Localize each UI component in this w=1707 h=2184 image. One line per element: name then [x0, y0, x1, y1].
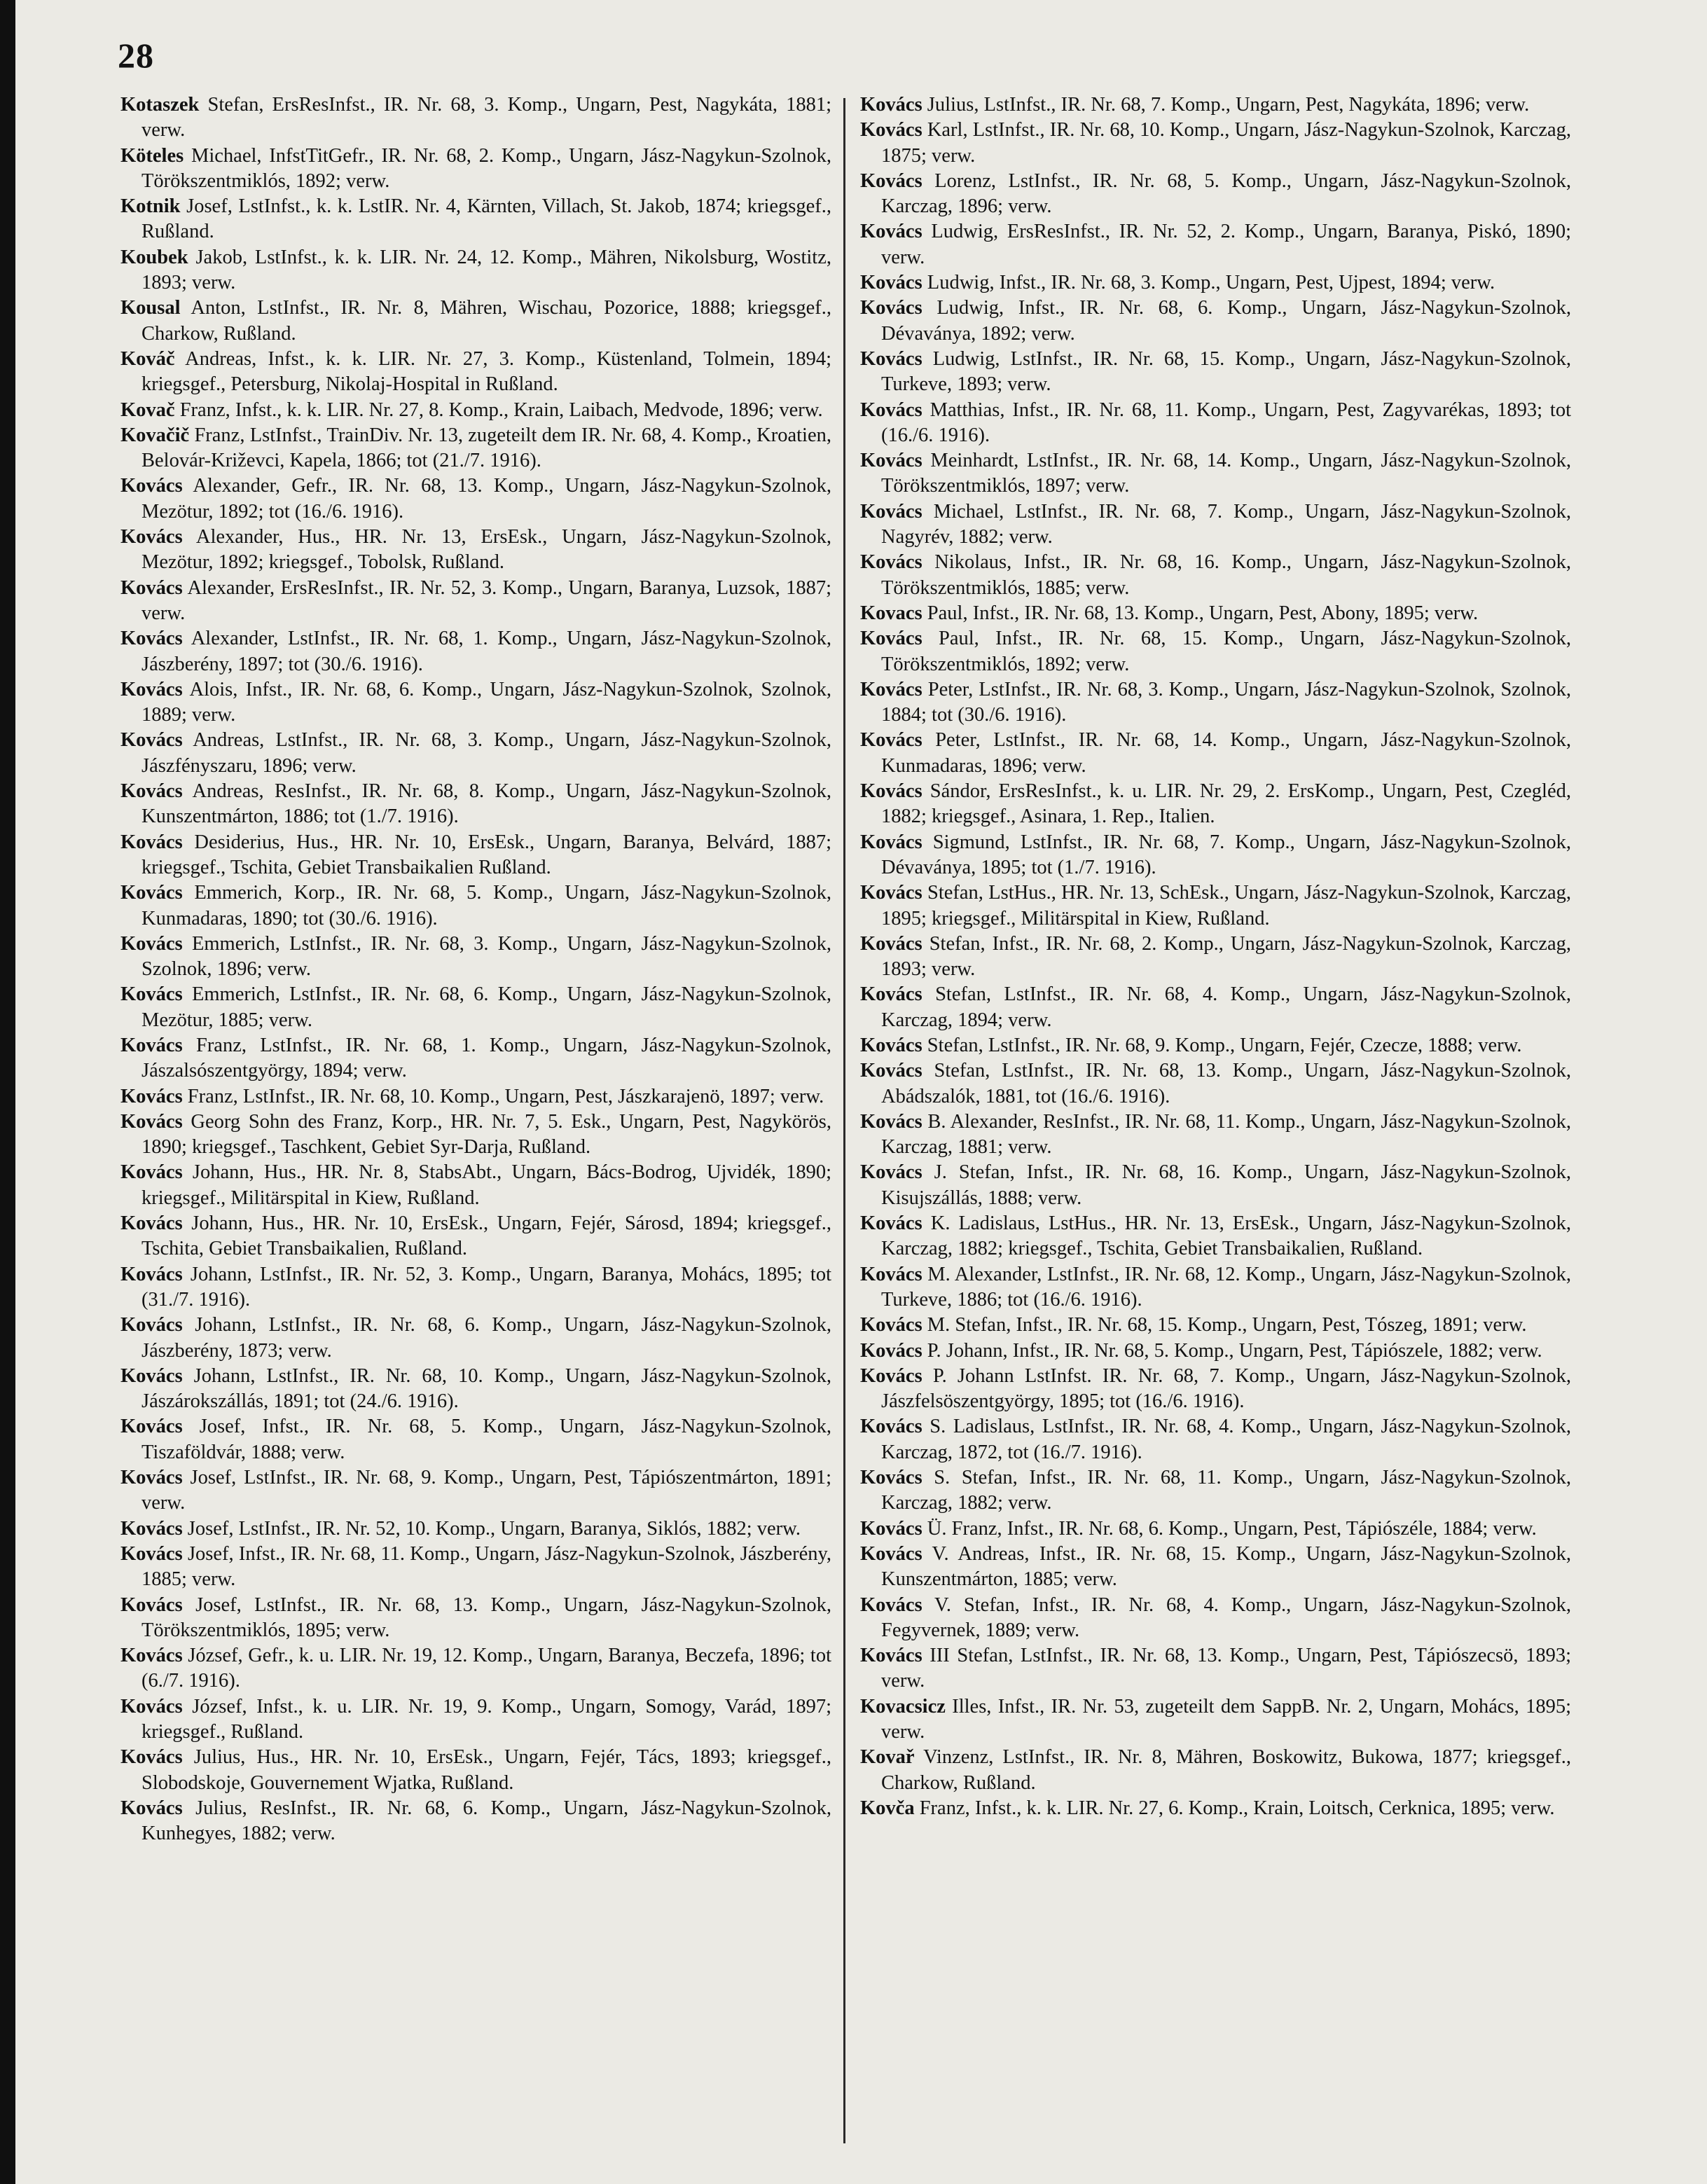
entry-surname: Kovács	[120, 475, 183, 497]
entry-details: K. Ladislaus, LstHus., HR. Nr. 13, ErsEsk., Ungarn, Jász-Nagykun-Szolnok, Karczag, 1882; kriegsgef., Tschita, Gebiet Transbaikalien, Rußland.	[881, 1212, 1571, 1260]
entry-details: Josef, LstInfst., IR. Nr. 52, 10. Komp., Ungarn, Baranya, Siklós, 1882; verw.	[187, 1517, 801, 1540]
entry-surname: Kovács	[120, 526, 183, 548]
entry-details: Andreas, Infst., k. k. LIR. Nr. 27, 3. Komp., Küstenland, Tolmein, 1894; kriegsgef., Petersburg, Nikolaj-Hospital in Rußland.	[141, 347, 831, 396]
entry-details: Matthias, Infst., IR. Nr. 68, 11. Komp., Ungarn, Pest, Zagyvarékas, 1893; tot (16./6. 1916).	[881, 399, 1572, 446]
entry-surname: Kovács	[860, 500, 922, 523]
entry-surname: Kovács	[860, 272, 922, 294]
casualty-entry	[860, 1110, 1571, 1161]
entry-details: M. Stefan, Infst., IR. Nr. 68, 15. Komp., Ungarn, Pest, Tószeg, 1891; verw.	[927, 1314, 1527, 1336]
entry-surname: Kovács	[120, 628, 183, 650]
entry-surname: Kovács	[120, 1517, 183, 1540]
entry-surname: Kovač	[120, 399, 175, 421]
casualty-entry	[120, 1033, 831, 1084]
entry-details: Emmerich, LstInfst., IR. Nr. 68, 3. Komp., Ungarn, Jász-Nagykun-Szolnok, Szolnok, 1896; verw.	[141, 932, 832, 981]
casualty-entry	[120, 576, 831, 627]
entry-surname: Kovács	[860, 1594, 922, 1616]
entry-details: Franz, Infst., k. k. LIR. Nr. 27, 8. Komp., Krain, Laibach, Medvode, 1896; verw.	[179, 399, 823, 421]
entry-details: Stefan, LstInfst., IR. Nr. 68, 9. Komp., Ungarn, Fejér, Czecze, 1888; verw.	[927, 1034, 1522, 1056]
casualty-entry	[860, 728, 1571, 779]
casualty-entry	[120, 626, 831, 677]
casualty-entry	[860, 1160, 1571, 1211]
entry-details: Alexander, LstInfst., IR. Nr. 68, 1. Komp., Ungarn, Jász-Nagykun-Szolnok, Jászberény, 1897; tot (30./6. 1916).	[141, 628, 831, 675]
casualty-entry	[860, 169, 1571, 220]
entry-surname: Kovács	[860, 221, 922, 243]
entry-details: J. Stefan, Infst., IR. Nr. 68, 16. Komp., Ungarn, Jász-Nagykun-Szolnok, Kisujszállás, 1888; verw.	[881, 1161, 1572, 1209]
entry-surname: Kovács	[860, 1645, 922, 1667]
entry-surname: Kovács	[860, 119, 922, 141]
casualty-entry	[860, 1414, 1571, 1465]
entry-surname: Kovács	[860, 780, 922, 803]
casualty-entry	[120, 1211, 831, 1262]
casualty-entry	[120, 880, 831, 932]
casualty-entry	[120, 474, 831, 525]
entry-surname: Kovács	[120, 1797, 183, 1819]
entry-details: Stefan, LstInfst., IR. Nr. 68, 4. Komp., Ungarn, Jász-Nagykun-Szolnok, Karczag, 1894; verw.	[881, 983, 1571, 1031]
casualty-entry	[120, 1542, 831, 1593]
casualty-entry	[860, 1262, 1571, 1313]
entry-details: Josef, Infst., IR. Nr. 68, 5. Komp., Ungarn, Jász-Nagykun-Szolnok, Tiszaföldvár, 1888; verw.	[141, 1416, 832, 1463]
entry-details: Stefan, LstInfst., IR. Nr. 68, 13. Komp., Ungarn, Jász-Nagykun-Szolnok, Abádszalók, 1881, tot (16./6. 1916).	[881, 1060, 1571, 1107]
entry-surname: Kovács	[120, 1542, 183, 1565]
entry-details: Franz, Infst., k. k. LIR. Nr. 27, 6. Komp., Krain, Loitsch, Cerknica, 1895; verw.	[919, 1797, 1555, 1819]
casualty-entry	[120, 830, 831, 881]
casualty-entry	[860, 448, 1571, 499]
entry-surname: Kovács	[120, 1212, 183, 1235]
entry-details: Jakob, LstInfst., k. k. LIR. Nr. 24, 12. Komp., Mähren, Nikolsburg, Wostitz, 1893; verw.	[141, 246, 831, 294]
entry-details: Sigmund, LstInfst., IR. Nr. 68, 7. Komp., Ungarn, Jász-Nagykun-Szolnok, Dévaványa, 1895; tot (1./7. 1916).	[881, 831, 1571, 878]
casualty-entry	[860, 880, 1571, 932]
entry-surname: Kovács	[120, 576, 183, 599]
casualty-entry	[860, 92, 1571, 118]
casualty-entry	[120, 1796, 831, 1847]
casualty-entry	[120, 1084, 831, 1110]
entry-details: Georg Sohn des Franz, Korp., HR. Nr. 7, 5. Esk., Ungarn, Pest, Nagykörös, 1890; kriegsgef., Taschkent, Gebiet Syr-Darja, Rußland.	[141, 1110, 831, 1159]
entry-surname: Kovács	[860, 1212, 922, 1235]
entry-surname: Kováč	[120, 347, 175, 370]
casualty-entry	[120, 779, 831, 830]
entry-details: Nikolaus, Infst., IR. Nr. 68, 16. Komp., Ungarn, Jász-Nagykun-Szolnok, Törökszentmiklós, 1885; verw.	[881, 551, 1572, 599]
entry-surname: Kovács	[860, 882, 922, 904]
entry-details: Michael, InfstTitGefr., IR. Nr. 68, 2. Komp., Ungarn, Jász-Nagykun-Szolnok, Törökszentmiklós, 1892; verw.	[141, 144, 832, 192]
entry-details: Josef, LstInfst., IR. Nr. 68, 9. Komp., Ungarn, Pest, Tápiószentmárton, 1891; verw.	[141, 1467, 831, 1514]
casualty-entry	[120, 194, 831, 245]
entry-surname: Kovács	[860, 1161, 922, 1184]
casualty-entry	[860, 499, 1571, 551]
casualty-entry	[120, 1110, 831, 1161]
casualty-entry	[120, 525, 831, 576]
entry-surname: Koubek	[120, 246, 188, 268]
casualty-entry	[120, 423, 831, 474]
casualty-entry	[120, 296, 831, 347]
entry-details: Andreas, ResInfst., IR. Nr. 68, 8. Komp., Ungarn, Jász-Nagykun-Szolnok, Kunszentmárton, 1886; tot (1./7. 1916).	[141, 780, 831, 828]
entry-details: Stefan, LstHus., HR. Nr. 13, SchEsk., Ungarn, Jász-Nagykun-Szolnok, Karczag, 1895; kriegsgef., Militärspital in Kiew, Rußland.	[881, 882, 1571, 929]
entry-details: Johann, LstInfst., IR. Nr. 68, 6. Komp., Ungarn, Jász-Nagykun-Szolnok, Jászberény, 1873; verw.	[141, 1314, 832, 1362]
entry-details: Julius, LstInfst., IR. Nr. 68, 7. Komp., Ungarn, Pest, Nagykáta, 1896; verw.	[927, 94, 1530, 116]
entry-details: Alexander, Gefr., IR. Nr. 68, 13. Komp., Ungarn, Jász-Nagykun-Szolnok, Mezötur, 1892; tot (16./6. 1916).	[141, 475, 831, 523]
casualty-entry	[860, 1058, 1571, 1110]
entry-surname: Kovács	[860, 678, 922, 700]
entry-details: Stefan, ErsResInfst., IR. Nr. 68, 3. Komp., Ungarn, Pest, Nagykáta, 1881; verw.	[141, 94, 831, 141]
entry-surname: Kovács	[860, 831, 922, 853]
entry-surname: Kotnik	[120, 195, 181, 218]
entry-surname: Kovács	[120, 1161, 183, 1184]
entry-details: III Stefan, LstInfst., IR. Nr. 68, 13. Komp., Ungarn, Pest, Tápiószecsö, 1893; verw.	[881, 1645, 1572, 1692]
entry-details: Peter, LstInfst., IR. Nr. 68, 14. Komp., Ungarn, Jász-Nagykun-Szolnok, Kunmadaras, 1896; verw.	[881, 729, 1571, 777]
casualty-entry	[860, 398, 1571, 449]
casualty-entry	[860, 1465, 1571, 1516]
entry-details: Franz, LstInfst., TrainDiv. Nr. 13, zugeteilt dem IR. Nr. 68, 4. Komp., Kroatien, Belovár-Križevci, Kapela, 1866; tot (21./7. 1916).	[141, 424, 831, 472]
casualty-entry	[860, 932, 1571, 983]
entry-details: Josef, LstInfst., k. k. LstIR. Nr. 4, Kärnten, Villach, St. Jakob, 1874; kriegsgef., Rußland.	[141, 195, 831, 243]
entry-surname: Kovács	[120, 678, 183, 700]
entry-surname: Kovács	[860, 1416, 922, 1438]
entry-surname: Kovács	[860, 628, 922, 650]
entry-details: József, Gefr., k. u. LIR. Nr. 19, 12. Komp., Ungarn, Baranya, Beczefa, 1896; tot (6./7. 1916).	[141, 1645, 832, 1692]
entry-details: S. Ladislaus, LstInfst., IR. Nr. 68, 4. Komp., Ungarn, Jász-Nagykun-Szolnok, Karczag, 1872, tot (16./7. 1916).	[881, 1416, 1571, 1463]
entry-details: Paul, Infst., IR. Nr. 68, 13. Komp., Ungarn, Pest, Abony, 1895; verw.	[927, 602, 1479, 624]
entry-details: Anton, LstInfst., IR. Nr. 8, Mähren, Wischau, Pozorice, 1888; kriegsgef., Charkow, Rußland.	[141, 297, 831, 345]
casualty-entry	[860, 830, 1571, 881]
entry-surname: Kovács	[860, 932, 922, 955]
entry-surname: Kovács	[860, 1263, 922, 1285]
entry-surname: Kovács	[860, 94, 922, 116]
entry-surname: Kovács	[860, 347, 922, 370]
entry-details: Ludwig, LstInfst., IR. Nr. 68, 15. Komp., Ungarn, Jász-Nagykun-Szolnok, Turkeve, 1893; verw.	[881, 347, 1571, 396]
entry-surname: Kovács	[120, 932, 183, 955]
entry-surname: Kovács	[120, 882, 183, 904]
entry-details: Karl, LstInfst., IR. Nr. 68, 10. Komp., Ungarn, Jász-Nagykun-Szolnok, Karczag, 1875; verw.	[881, 119, 1571, 167]
entry-surname: Kovács	[860, 551, 922, 574]
entry-surname: Kovács	[120, 1314, 183, 1336]
entry-surname: Kovács	[120, 1034, 183, 1056]
casualty-entry	[120, 728, 831, 779]
entry-details: Desiderius, Hus., HR. Nr. 10, ErsEsk., Ungarn, Baranya, Belvárd, 1887; kriegsgef., Tschita, Gebiet Transbaikalien Rußland.	[141, 831, 832, 878]
entry-details: Lorenz, LstInfst., IR. Nr. 68, 5. Komp., Ungarn, Jász-Nagykun-Szolnok, Karczag, 1896; verw.	[881, 170, 1571, 218]
entry-surname: Kovács	[120, 1085, 183, 1107]
casualty-entry	[860, 1542, 1571, 1593]
entry-surname: Kovács	[860, 983, 922, 1006]
entry-surname: Kovács	[860, 1060, 922, 1082]
entry-details: P. Johann, Infst., IR. Nr. 68, 5. Komp., Ungarn, Pest, Tápiószele, 1882; verw.	[927, 1339, 1542, 1362]
casualty-entry	[860, 1745, 1571, 1796]
entry-surname: Kovács	[120, 1645, 183, 1667]
casualty-entry	[860, 1313, 1571, 1338]
entry-details: Alexander, ErsResInfst., IR. Nr. 52, 3. Komp., Ungarn, Baranya, Luzsok, 1887; verw.	[141, 576, 831, 624]
casualty-entry	[120, 1364, 831, 1415]
entry-surname: Kovács	[860, 1339, 922, 1362]
entry-surname: Kovács	[860, 729, 922, 752]
casualty-entry	[860, 779, 1571, 830]
entry-surname: Kovacsicz	[860, 1695, 946, 1718]
entry-details: Julius, ResInfst., IR. Nr. 68, 6. Komp., Ungarn, Jász-Nagykun-Szolnok, Kunhegyes, 1882; verw.	[141, 1797, 831, 1845]
entry-surname: Kovács	[860, 1110, 922, 1133]
entry-surname: Kovács	[860, 1034, 922, 1056]
entry-surname: Kovács	[860, 1314, 922, 1336]
casualty-entry	[120, 398, 831, 423]
entry-details: Michael, LstInfst., IR. Nr. 68, 7. Komp., Ungarn, Jász-Nagykun-Szolnok, Nagyrév, 1882; verw.	[881, 500, 1572, 548]
entry-surname: Kousal	[120, 297, 181, 319]
casualty-entry	[860, 347, 1571, 398]
entry-details: Vinzenz, LstInfst., IR. Nr. 8, Mähren, Boskowitz, Bukowa, 1877; kriegsgef., Charkow, Rußland.	[881, 1746, 1571, 1794]
casualty-entry	[860, 550, 1571, 601]
casualty-entry	[120, 1465, 831, 1516]
casualty-entry	[860, 626, 1571, 677]
casualty-entry	[120, 1313, 831, 1364]
casualty-entry	[120, 1262, 831, 1313]
casualty-entry	[120, 144, 831, 195]
right-column	[860, 92, 1571, 1821]
entry-surname: Kovács	[120, 831, 183, 853]
casualty-entry	[860, 1364, 1571, 1415]
entry-surname: Kovács	[860, 1517, 922, 1540]
entry-surname: Kovács	[120, 1746, 183, 1769]
entry-details: S. Stefan, Infst., IR. Nr. 68, 11. Komp., Ungarn, Jász-Nagykun-Szolnok, Karczag, 1882; verw.	[881, 1467, 1571, 1514]
entry-surname: Kovács	[120, 983, 183, 1006]
entry-details: Alexander, Hus., HR. Nr. 13, ErsEsk., Ungarn, Jász-Nagykun-Szolnok, Mezötur, 1892; kriegsgef., Tobolsk, Rußland.	[141, 526, 831, 574]
casualty-entry	[860, 1643, 1571, 1694]
entry-surname: Kovács	[120, 1263, 183, 1285]
casualty-entry	[860, 601, 1571, 626]
entry-details: Sándor, ErsResInfst., k. u. LIR. Nr. 29, 2. ErsKomp., Ungarn, Pest, Czegléd, 1882; kriegsgef., Asinara, 1. Rep., Italien.	[881, 780, 1571, 828]
casualty-entry	[120, 1516, 831, 1542]
entry-details: Meinhardt, LstInfst., IR. Nr. 68, 14. Komp., Ungarn, Jász-Nagykun-Szolnok, Törökszentmiklós, 1897; verw.	[881, 450, 1572, 497]
entry-details: Paul, Infst., IR. Nr. 68, 15. Komp., Ungarn, Jász-Nagykun-Szolnok, Törökszentmiklós, 1892; verw.	[881, 628, 1571, 675]
entry-details: Johann, Hus., HR. Nr. 10, ErsEsk., Ungarn, Fejér, Sárosd, 1894; kriegsgef., Tschita, Gebiet Transbaikalien, Rußland.	[141, 1212, 831, 1260]
entry-surname: Kovács	[120, 1467, 183, 1489]
casualty-entry	[860, 677, 1571, 728]
entry-surname: Kovács	[120, 729, 183, 752]
entry-details: Emmerich, LstInfst., IR. Nr. 68, 6. Komp., Ungarn, Jász-Nagykun-Szolnok, Mezötur, 1885; verw.	[141, 983, 832, 1031]
entry-surname: Kovács	[860, 450, 922, 472]
casualty-entry	[860, 1339, 1571, 1364]
entry-surname: Kovács	[120, 1110, 183, 1133]
entry-details: Ludwig, Infst., IR. Nr. 68, 6. Komp., Ungarn, Jász-Nagykun-Szolnok, Dévaványa, 1892; verw.	[881, 297, 1572, 345]
entry-surname: Kovács	[120, 780, 183, 803]
entry-details: Franz, LstInfst., IR. Nr. 68, 10. Komp., Ungarn, Pest, Jászkarajenö, 1897; verw.	[187, 1085, 824, 1107]
casualty-entry	[120, 245, 831, 296]
page-number: 28	[118, 36, 154, 75]
entry-surname: Kovács	[860, 170, 922, 192]
casualty-entry	[120, 1745, 831, 1796]
entry-details: Peter, LstInfst., IR. Nr. 68, 3. Komp., Ungarn, Jász-Nagykun-Szolnok, Szolnok, 1884; tot (30./6. 1916).	[881, 678, 1571, 726]
casualty-entry	[120, 1643, 831, 1694]
entry-surname: Kovács	[120, 1416, 183, 1438]
entry-surname: Kovács	[860, 1542, 922, 1565]
entry-details: Franz, LstInfst., IR. Nr. 68, 1. Komp., Ungarn, Jász-Nagykun-Szolnok, Jászalsószentgyörgy, 1894; verw.	[141, 1034, 832, 1082]
casualty-entry	[120, 92, 831, 144]
casualty-entry	[860, 270, 1571, 296]
entry-details: Josef, Infst., IR. Nr. 68, 11. Komp., Ungarn, Jász-Nagykun-Szolnok, Jászberény, 1885; verw.	[141, 1542, 831, 1591]
entry-details: Emmerich, Korp., IR. Nr. 68, 5. Komp., Ungarn, Jász-Nagykun-Szolnok, Kunmadaras, 1890; tot (30./6. 1916).	[141, 882, 831, 929]
entry-surname: Kovács	[120, 1594, 183, 1616]
casualty-entry	[120, 1414, 831, 1465]
entry-surname: Kovács	[860, 399, 922, 421]
entry-details: V. Andreas, Infst., IR. Nr. 68, 15. Komp., Ungarn, Jász-Nagykun-Szolnok, Kunszentmárton, 1885; verw.	[881, 1542, 1571, 1591]
entry-details: Julius, Hus., HR. Nr. 10, ErsEsk., Ungarn, Fejér, Tács, 1893; kriegsgef., Slobodskoje, Gouvernement Wjatka, Rußland.	[141, 1746, 832, 1794]
entry-details: Alois, Infst., IR. Nr. 68, 6. Komp., Ungarn, Jász-Nagykun-Szolnok, Szolnok, 1889; verw.	[141, 678, 831, 726]
entry-details: Andreas, LstInfst., IR. Nr. 68, 3. Komp., Ungarn, Jász-Nagykun-Szolnok, Jászfényszaru, 1896; verw.	[141, 729, 831, 777]
casualty-entry	[860, 118, 1571, 169]
casualty-entry	[860, 296, 1571, 347]
entry-details: Johann, LstInfst., IR. Nr. 68, 10. Komp., Ungarn, Jász-Nagykun-Szolnok, Jászárokszállás, 1891; tot (24./6. 1916).	[141, 1364, 832, 1413]
entry-surname: Kovacs	[860, 602, 922, 624]
entry-details: Stefan, Infst., IR. Nr. 68, 2. Komp., Ungarn, Jász-Nagykun-Szolnok, Karczag, 1893; verw.	[881, 932, 1572, 981]
left-column	[120, 92, 831, 1846]
casualty-entry	[860, 1694, 1571, 1746]
casualty-entry	[860, 1516, 1571, 1542]
casualty-entry	[120, 347, 831, 398]
entry-surname: Köteles	[120, 144, 184, 167]
casualty-entry	[860, 1593, 1571, 1644]
entry-surname: Kovács	[120, 1364, 183, 1387]
casualty-entry	[120, 1160, 831, 1211]
entry-details: Josef, LstInfst., IR. Nr. 68, 13. Komp., Ungarn, Jász-Nagykun-Szolnok, Törökszentmiklós, 1895; verw.	[141, 1594, 831, 1641]
entry-details: B. Alexander, ResInfst., IR. Nr. 68, 11. Komp., Ungarn, Jász-Nagykun-Szolnok, Karczag, 1881; verw.	[881, 1110, 1571, 1159]
casualty-entry	[120, 982, 831, 1033]
entry-details: V. Stefan, Infst., IR. Nr. 68, 4. Komp., Ungarn, Jász-Nagykun-Szolnok, Fegyvernek, 1889; verw.	[881, 1594, 1571, 1641]
casualty-entry	[120, 1593, 831, 1644]
entry-details: József, Infst., k. u. LIR. Nr. 19, 9. Komp., Ungarn, Somogy, Varád, 1897; kriegsgef., Rußland.	[141, 1695, 831, 1743]
casualty-entry	[860, 1033, 1571, 1058]
entry-details: Ü. Franz, Infst., IR. Nr. 68, 6. Komp., Ungarn, Pest, Tápiószéle, 1884; verw.	[927, 1517, 1537, 1540]
entry-surname: Kovács	[120, 1695, 183, 1718]
entry-surname: Kovačič	[120, 424, 190, 446]
entry-surname: Kovács	[860, 1364, 922, 1387]
entry-surname: Kovács	[860, 297, 922, 319]
casualty-entry	[120, 677, 831, 728]
entry-details: Ludwig, ErsResInfst., IR. Nr. 52, 2. Komp., Ungarn, Baranya, Piskó, 1890; verw.	[881, 221, 1572, 268]
entry-details: M. Alexander, LstInfst., IR. Nr. 68, 12. Komp., Ungarn, Jász-Nagykun-Szolnok, Turkeve, 1886; tot (16./6. 1916).	[881, 1263, 1571, 1311]
entry-details: Johann, Hus., HR. Nr. 8, StabsAbt., Ungarn, Bács-Bodrog, Ujvidék, 1890; kriegsgef., Militärspital in Kiew, Rußland.	[141, 1161, 831, 1209]
entry-surname: Kovács	[860, 1467, 922, 1489]
casualty-entry	[860, 1796, 1571, 1821]
casualty-entry	[120, 932, 831, 983]
entry-surname: Kovař	[860, 1746, 915, 1769]
entry-surname: Kotaszek	[120, 94, 200, 116]
entry-details: Johann, LstInfst., IR. Nr. 52, 3. Komp., Ungarn, Baranya, Mohács, 1895; tot (31./7. 1916).	[141, 1263, 831, 1311]
entry-surname: Kovča	[860, 1797, 915, 1819]
entry-details: Illes, Infst., IR. Nr. 53, zugeteilt dem SappB. Nr. 2, Ungarn, Mohács, 1895; verw.	[881, 1695, 1571, 1743]
casualty-entry	[860, 219, 1571, 270]
casualty-entry	[860, 1211, 1571, 1262]
entry-details: Ludwig, Infst., IR. Nr. 68, 3. Komp., Ungarn, Pest, Ujpest, 1894; verw.	[927, 272, 1495, 294]
casualty-entry	[860, 982, 1571, 1033]
casualty-entry	[120, 1694, 831, 1746]
scan-edge	[0, 0, 15, 2184]
column-divider	[843, 98, 845, 2143]
entry-details: P. Johann LstInfst. IR. Nr. 68, 7. Komp., Ungarn, Jász-Nagykun-Szolnok, Jászfelsöszentgyörgy, 1895; tot (16./6. 1916).	[881, 1364, 1571, 1413]
